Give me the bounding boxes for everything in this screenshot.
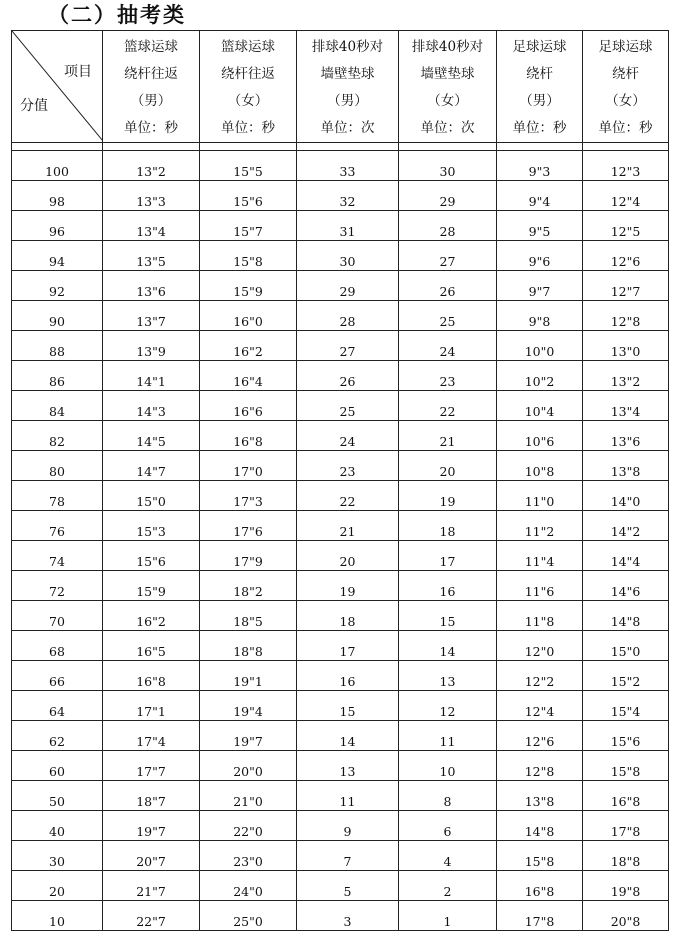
basketball-female-cell: 18"5 [200,601,297,631]
football-female-cell: 14"4 [583,541,669,571]
football-male-cell: 9"8 [497,301,583,331]
football-female-cell: 19"8 [583,871,669,901]
basketball-female-cell: 16"2 [200,331,297,361]
score-cell: 92 [12,271,103,301]
table-row [12,211,669,241]
volleyball-female-cell: 29 [399,181,497,211]
score-cell: 66 [12,661,103,691]
basketball-female-cell: 25"0 [200,901,297,931]
volleyball-male-cell: 28 [297,301,399,331]
basketball-female-cell: 19"7 [200,721,297,751]
header-line: 足球运球 [598,39,653,55]
volleyball-male-cell: 20 [297,541,399,571]
score-cell: 50 [12,781,103,811]
football-female-cell: 13"4 [583,391,669,421]
basketball-male-cell: 16"5 [103,631,200,661]
table-row [12,841,669,871]
football-female-cell: 12"5 [583,211,669,241]
volleyball-female-cell: 24 [399,331,497,361]
football-female-cell: 17"8 [583,811,669,841]
basketball-female-cell: 17"0 [200,451,297,481]
football-female-cell: 12"8 [583,301,669,331]
header-line: 绕杆 [612,66,639,82]
football-male-cell: 11"6 [497,571,583,601]
table-row [12,511,669,541]
volleyball-male-cell: 13 [297,751,399,781]
volleyball-female-cell: 14 [399,631,497,661]
score-cell: 30 [12,841,103,871]
basketball-male-cell: 13"5 [103,241,200,271]
score-cell: 60 [12,751,103,781]
basketball-male-cell: 15"3 [103,511,200,541]
score-table-body [12,151,669,931]
basketball-male-cell: 15"0 [103,481,200,511]
football-male-cell: 9"6 [497,241,583,271]
volleyball-female-cell: 30 [399,151,497,181]
table-row [12,391,669,421]
volleyball-female-cell: 28 [399,211,497,241]
football-female-cell: 15"6 [583,721,669,751]
column-header [297,31,399,143]
basketball-female-cell: 15"9 [200,271,297,301]
table-row [12,661,669,691]
volleyball-female-cell: 18 [399,511,497,541]
football-female-cell: 15"0 [583,631,669,661]
volleyball-male-cell: 25 [297,391,399,421]
volleyball-female-cell: 17 [399,541,497,571]
column-header [399,31,497,143]
football-male-cell: 12"4 [497,691,583,721]
header-line: 单位：秒 [221,120,275,136]
score-cell: 40 [12,811,103,841]
header-line: 篮球运球 [124,39,178,55]
table-row [12,811,669,841]
basketball-female-cell: 19"4 [200,691,297,721]
basketball-male-cell: 15"6 [103,541,200,571]
volleyball-female-cell: 13 [399,661,497,691]
volleyball-female-cell: 12 [399,691,497,721]
header-line: （男） [130,93,172,109]
basketball-female-cell: 15"7 [200,211,297,241]
table-row [12,631,669,661]
football-female-cell: 13"6 [583,421,669,451]
column-header [497,31,583,143]
section-title: （二）抽考类 [48,2,186,27]
volleyball-female-cell: 22 [399,391,497,421]
score-cell: 78 [12,481,103,511]
football-female-cell: 12"4 [583,181,669,211]
corner-item-label: 项目 [64,64,92,80]
header-line: 篮球运球 [221,39,275,55]
score-cell: 72 [12,571,103,601]
basketball-female-cell: 24"0 [200,871,297,901]
football-female-cell: 14"8 [583,601,669,631]
football-female-cell: 12"3 [583,151,669,181]
column-header [200,31,297,143]
football-male-cell: 10"8 [497,451,583,481]
volleyball-female-cell: 26 [399,271,497,301]
volleyball-female-cell: 25 [399,301,497,331]
basketball-female-cell: 17"9 [200,541,297,571]
table-row [12,331,669,361]
basketball-female-cell: 17"3 [200,481,297,511]
football-male-cell: 11"8 [497,601,583,631]
volleyball-male-cell: 26 [297,361,399,391]
basketball-male-cell: 18"7 [103,781,200,811]
header-line: 单位：秒 [512,120,567,136]
table-row [12,901,669,931]
basketball-female-cell: 15"5 [200,151,297,181]
basketball-female-cell: 16"6 [200,391,297,421]
volleyball-male-cell: 15 [297,691,399,721]
football-male-cell: 12"8 [497,751,583,781]
football-female-cell: 14"6 [583,571,669,601]
header-line: 绕杆往返 [124,66,178,82]
table-row [12,781,669,811]
basketball-male-cell: 20"7 [103,841,200,871]
volleyball-male-cell: 21 [297,511,399,541]
football-female-cell: 13"2 [583,361,669,391]
corner-cell [12,31,103,143]
football-male-cell: 12"6 [497,721,583,751]
volleyball-male-cell: 33 [297,151,399,181]
football-male-cell: 13"8 [497,781,583,811]
basketball-male-cell: 16"8 [103,661,200,691]
football-female-cell: 13"0 [583,331,669,361]
basketball-male-cell: 17"1 [103,691,200,721]
volleyball-female-cell: 6 [399,811,497,841]
column-header [583,31,669,143]
score-table [11,30,669,931]
football-male-cell: 16"8 [497,871,583,901]
header-line: （女） [427,93,468,109]
football-male-cell: 11"4 [497,541,583,571]
football-male-cell: 10"2 [497,361,583,391]
basketball-male-cell: 13"2 [103,151,200,181]
volleyball-female-cell: 19 [399,481,497,511]
volleyball-male-cell: 9 [297,811,399,841]
header-line: 墙壁垫球 [420,66,475,82]
football-female-cell: 16"8 [583,781,669,811]
volleyball-female-cell: 11 [399,721,497,751]
volleyball-female-cell: 15 [399,601,497,631]
header-line: 排球40秒对 [311,39,384,55]
header-line: 单位：秒 [124,120,178,136]
table-row [12,691,669,721]
football-female-cell: 14"0 [583,481,669,511]
score-cell: 62 [12,721,103,751]
basketball-female-cell: 16"8 [200,421,297,451]
header-line: （女） [605,93,646,109]
volleyball-male-cell: 7 [297,841,399,871]
basketball-male-cell: 14"1 [103,361,200,391]
table-row [12,361,669,391]
score-cell: 70 [12,601,103,631]
volleyball-male-cell: 24 [297,421,399,451]
basketball-female-cell: 19"1 [200,661,297,691]
score-cell: 74 [12,541,103,571]
score-cell: 68 [12,631,103,661]
score-cell: 90 [12,301,103,331]
score-cell: 98 [12,181,103,211]
football-female-cell: 12"6 [583,241,669,271]
basketball-male-cell: 14"7 [103,451,200,481]
header-line: 排球40秒对 [411,39,484,55]
volleyball-male-cell: 22 [297,481,399,511]
football-female-cell: 20"8 [583,901,669,931]
table-row [12,181,669,211]
score-cell: 76 [12,511,103,541]
volleyball-male-cell: 3 [297,901,399,931]
basketball-male-cell: 13"3 [103,181,200,211]
score-cell: 64 [12,691,103,721]
basketball-male-cell: 17"7 [103,751,200,781]
football-male-cell: 10"6 [497,421,583,451]
basketball-female-cell: 15"8 [200,241,297,271]
header-line: 单位：次 [420,120,475,136]
basketball-female-cell: 21"0 [200,781,297,811]
score-cell: 86 [12,361,103,391]
basketball-female-cell: 20"0 [200,751,297,781]
basketball-female-cell: 17"6 [200,511,297,541]
volleyball-male-cell: 31 [297,211,399,241]
header-line: 绕杆往返 [221,66,275,82]
football-male-cell: 12"2 [497,661,583,691]
score-cell: 94 [12,241,103,271]
table-row [12,871,669,901]
football-female-cell: 13"8 [583,451,669,481]
volleyball-female-cell: 2 [399,871,497,901]
score-cell: 80 [12,451,103,481]
volleyball-male-cell: 14 [297,721,399,751]
basketball-male-cell: 16"2 [103,601,200,631]
volleyball-female-cell: 27 [399,241,497,271]
basketball-male-cell: 14"5 [103,421,200,451]
corner-score-label: 分值 [20,98,48,114]
table-row [12,151,669,181]
volleyball-male-cell: 32 [297,181,399,211]
volleyball-male-cell: 5 [297,871,399,901]
basketball-male-cell: 13"4 [103,211,200,241]
football-male-cell: 9"3 [497,151,583,181]
volleyball-female-cell: 16 [399,571,497,601]
football-male-cell: 11"2 [497,511,583,541]
football-male-cell: 10"4 [497,391,583,421]
table-row [12,541,669,571]
football-female-cell: 15"2 [583,661,669,691]
basketball-male-cell: 13"7 [103,301,200,331]
score-cell: 10 [12,901,103,931]
volleyball-male-cell: 27 [297,331,399,361]
volleyball-male-cell: 19 [297,571,399,601]
table-row [12,751,669,781]
football-female-cell: 14"2 [583,511,669,541]
football-male-cell: 15"8 [497,841,583,871]
table-row [12,271,669,301]
volleyball-male-cell: 16 [297,661,399,691]
volleyball-female-cell: 4 [399,841,497,871]
table-row [12,571,669,601]
header-line: 单位：次 [320,120,375,136]
volleyball-female-cell: 10 [399,751,497,781]
basketball-male-cell: 21"7 [103,871,200,901]
score-cell: 20 [12,871,103,901]
football-male-cell: 12"0 [497,631,583,661]
football-male-cell: 9"4 [497,181,583,211]
header-row [12,31,669,143]
football-female-cell: 12"7 [583,271,669,301]
header-line: 单位：秒 [598,120,653,136]
score-cell: 88 [12,331,103,361]
volleyball-male-cell: 18 [297,601,399,631]
header-line: 足球运球 [512,39,567,55]
volleyball-female-cell: 23 [399,361,497,391]
basketball-male-cell: 22"7 [103,901,200,931]
basketball-male-cell: 13"6 [103,271,200,301]
volleyball-female-cell: 8 [399,781,497,811]
header-line: （男） [519,93,560,109]
basketball-female-cell: 16"4 [200,361,297,391]
volleyball-female-cell: 20 [399,451,497,481]
table-row [12,421,669,451]
volleyball-male-cell: 11 [297,781,399,811]
header-line: （女） [227,93,269,109]
basketball-female-cell: 18"2 [200,571,297,601]
header-line: 墙壁垫球 [320,66,375,82]
basketball-male-cell: 19"7 [103,811,200,841]
football-male-cell: 11"0 [497,481,583,511]
spacer-row [12,143,669,151]
football-male-cell: 17"8 [497,901,583,931]
diagonal-line [12,31,103,141]
column-header [103,31,200,143]
football-male-cell: 9"5 [497,211,583,241]
volleyball-male-cell: 30 [297,241,399,271]
basketball-male-cell: 15"9 [103,571,200,601]
score-cell: 96 [12,211,103,241]
football-female-cell: 15"4 [583,691,669,721]
header-line: 绕杆 [526,66,553,82]
table-row [12,451,669,481]
basketball-female-cell: 22"0 [200,811,297,841]
table-row [12,301,669,331]
basketball-female-cell: 16"0 [200,301,297,331]
basketball-male-cell: 17"4 [103,721,200,751]
volleyball-male-cell: 23 [297,451,399,481]
table-row [12,241,669,271]
football-female-cell: 15"8 [583,751,669,781]
header-line: （男） [327,93,368,109]
volleyball-male-cell: 29 [297,271,399,301]
score-cell: 82 [12,421,103,451]
football-male-cell: 14"8 [497,811,583,841]
table-row [12,601,669,631]
volleyball-male-cell: 17 [297,631,399,661]
score-cell: 84 [12,391,103,421]
score-cell: 100 [12,151,103,181]
table-row [12,481,669,511]
volleyball-female-cell: 21 [399,421,497,451]
football-male-cell: 10"0 [497,331,583,361]
football-male-cell: 9"7 [497,271,583,301]
basketball-female-cell: 23"0 [200,841,297,871]
basketball-female-cell: 18"8 [200,631,297,661]
basketball-male-cell: 14"3 [103,391,200,421]
basketball-female-cell: 15"6 [200,181,297,211]
table-row [12,721,669,751]
volleyball-female-cell: 1 [399,901,497,931]
basketball-male-cell: 13"9 [103,331,200,361]
football-female-cell: 18"8 [583,841,669,871]
